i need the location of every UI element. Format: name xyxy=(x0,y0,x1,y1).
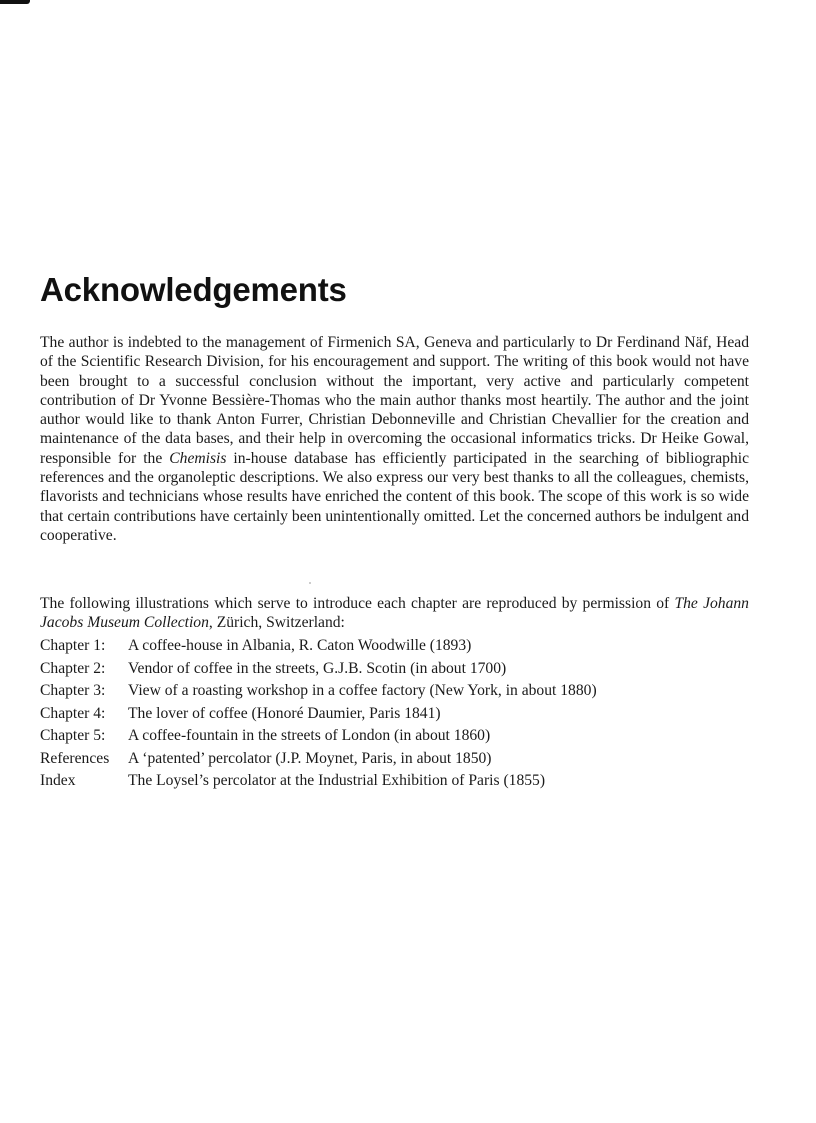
illustration-list xyxy=(40,635,597,793)
illustration-description: Vendor of coffee in the streets, G.J.B. Scotin (in about 1700) xyxy=(128,659,507,677)
illustration-item xyxy=(40,748,597,771)
paragraph-text: The following illustrations which serve to introduce each chapter are reproduced by permission of xyxy=(40,595,675,612)
chapter-label: References xyxy=(40,749,110,767)
illustration-item xyxy=(40,703,597,726)
illustration-item xyxy=(40,658,597,681)
chapter-label: Chapter 1: xyxy=(40,637,106,654)
chapter-label: Chapter 5: xyxy=(40,727,106,744)
chapter-label: Index xyxy=(40,772,76,789)
paragraph-text: , Zürich, Switzerland: xyxy=(208,614,345,632)
illustration-item xyxy=(40,680,597,703)
collection-name: The Johann Jacobs Museum Collection xyxy=(40,595,749,632)
illustration-item xyxy=(40,770,597,793)
illustration-description: The lover of coffee (Honoré Daumier, Paris 1841) xyxy=(128,704,441,722)
chapter-label: Chapter 4: xyxy=(40,704,106,722)
illustration-description: A coffee-house in Albania, R. Caton Woodwille (1893) xyxy=(128,637,472,654)
illustration-item xyxy=(40,635,597,658)
database-name: Chemisis xyxy=(169,449,227,467)
scan-speck xyxy=(309,582,311,584)
paragraph-text: in-house database has efficiently participated in the searching of bibliographic references and the organoleptic descriptions. We also express our very best thanks to all the colleagues, chemists, flavorists and technicians whose results have enriched the content of this book. The scope of this work is so wide that certain contributions have certainly been unintentionally omitted. Let the concerned authors be indulgent and cooperative. xyxy=(40,449,750,544)
illustration-description: A ‘patented’ percolator (J.P. Moynet, Paris, in about 1850) xyxy=(128,749,492,767)
page-title: Acknowledgements xyxy=(40,271,347,308)
acknowledgement-paragraph xyxy=(40,333,749,545)
illustration-description: View of a roasting workshop in a coffee factory (New York, in about 1880) xyxy=(128,682,597,699)
scan-edge-mark xyxy=(0,0,30,4)
illustrations-intro-paragraph xyxy=(40,594,749,633)
illustration-item xyxy=(40,725,597,748)
chapter-label: Chapter 2: xyxy=(40,659,106,677)
chapter-label: Chapter 3: xyxy=(40,682,106,699)
paragraph-text: The author is indebted to the management of Firmenich SA, Geneva and particularly to Dr Ferdinand Näf, Head of the Scientific Research Division, for his encouragement and support. The writing of this book would not have been brought to a successful conclusion without the important, very active and particularly competent contribution of Dr Yvonne Bessière-Thomas who the main author thanks most heartily. The author and the joint author would like to thank Anton Furrer, Christian Debonneville and Christian Chevallier for the creation and maintenance of the data bases, and their help in overcoming the occasional informatics tricks. Dr Heike Gowal, responsible for the xyxy=(40,334,749,467)
illustration-description: The Loysel’s percolator at the Industrial Exhibition of Paris (1855) xyxy=(128,772,546,789)
illustration-description: A coffee-fountain in the streets of London (in about 1860) xyxy=(128,727,491,744)
